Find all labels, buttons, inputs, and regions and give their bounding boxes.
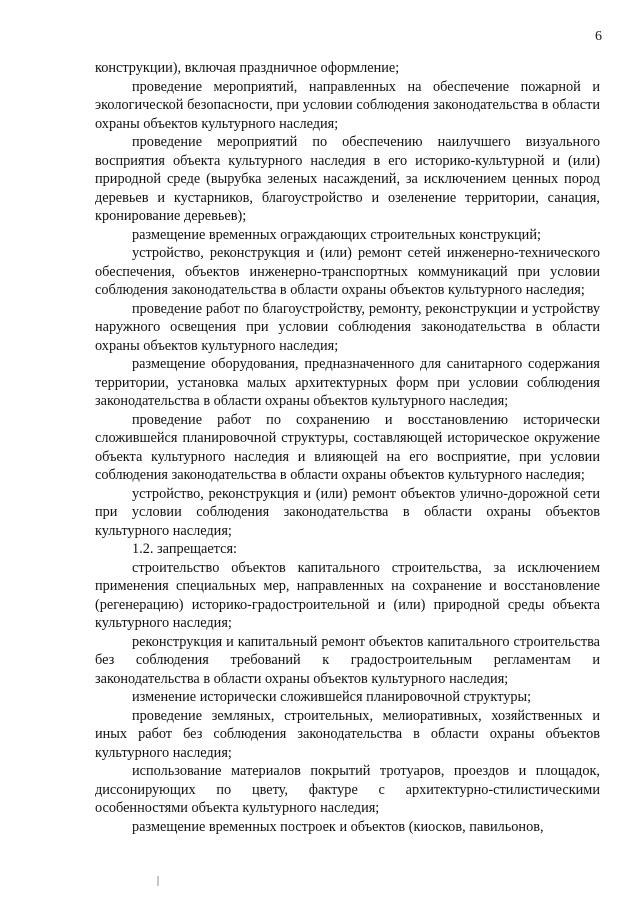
paragraph-street-road-network: устройство, реконструкция и (или) ремонт объектов улично-дорожной сети при условии соблюдения законодательства в области охраны объектов культурного наследия; xyxy=(95,485,600,539)
paragraph-sanitary-equipment: размещение оборудования, предназначенного для санитарного содержания территории, установка малых архитектурных форм при условии соблюдения законодательства в области охраны объектов культурного наследия; xyxy=(95,356,600,409)
paragraph-fire-ecological-safety: проведение мероприятий, направленных на обеспечение пожарной и экологической безопасности, при условии соблюдения законодательства в области охраны объектов культурного наследия; xyxy=(95,78,600,132)
paragraph-engineering-networks: устройство, реконструкция и (или) ремонт сетей инженерно-технического обеспечения, объектов инженерно-транспортных коммуникаций при условии соблюдения законодательства в области охраны объектов культурного наследия; xyxy=(95,245,600,298)
paragraph-earthworks: проведение земляных, строительных, мелиоративных, хозяйственных и иных работ без соблюдения законодательства в области охраны объектов культурного наследия; xyxy=(95,707,600,761)
paragraph-landscaping-lighting: проведение работ по благоустройству, ремонту, реконструкции и устройству наружного освещения при условии соблюдения законодательства в области охраны объектов культурного наследия; xyxy=(95,300,600,354)
document-body xyxy=(95,59,600,836)
paragraph-temporary-buildings: размещение временных построек и объектов (киосков, павильонов, xyxy=(132,818,544,835)
paragraph-continuation: конструкции), включая праздничное оформление; xyxy=(95,60,400,76)
paragraph-capital-construction: строительство объектов капитального строительства, за исключением применения специальных мер, направленных на сохранение и восстановление (регенерацию) историко-градостроительной и (или) природной среды объекта культурного наследия; xyxy=(95,559,600,631)
paragraph-planning-structure-restoration: проведение работ по сохранению и восстановлению исторически сложившейся планировочной структуры, составляющей историческое окружение объекта культурного наследия и влияющей на его восприятие, при условии соблюдения законодательства в области охраны объектов культурного наследия; xyxy=(95,411,600,483)
section-heading-prohibited: 1.2. запрещается: xyxy=(132,541,237,557)
scan-artifact xyxy=(157,876,159,886)
paragraph-reconstruction-repair: реконструкция и капитальный ремонт объектов капитального строительства без соблюдения требований к градостроительным регламентам и законодательства в области охраны объектов культурного наследия; xyxy=(95,633,600,687)
paragraph-paving-materials: использование материалов покрытий тротуаров, проездов и площадок, диссонирующих по цвету, фактуре с архитектурно-стилистическими особенностями объекта культурного наследия; xyxy=(95,763,600,816)
paragraph-planning-change: изменение исторически сложившейся планировочной структуры; xyxy=(132,689,532,705)
page-number: 6 xyxy=(595,29,602,44)
paragraph-visual-perception: проведение мероприятий по обеспечению наилучшего визуального восприятия объекта культурного наследия в его историко-культурной и (или) природной среде (вырубка зеленых насаждений, за исключением ценных пород деревьев и кустарников, благоустройство и озеленение территории, санация, кронирование деревьев); xyxy=(95,134,600,224)
paragraph-temporary-fences: размещение временных ограждающих строительных конструкций; xyxy=(132,226,541,243)
